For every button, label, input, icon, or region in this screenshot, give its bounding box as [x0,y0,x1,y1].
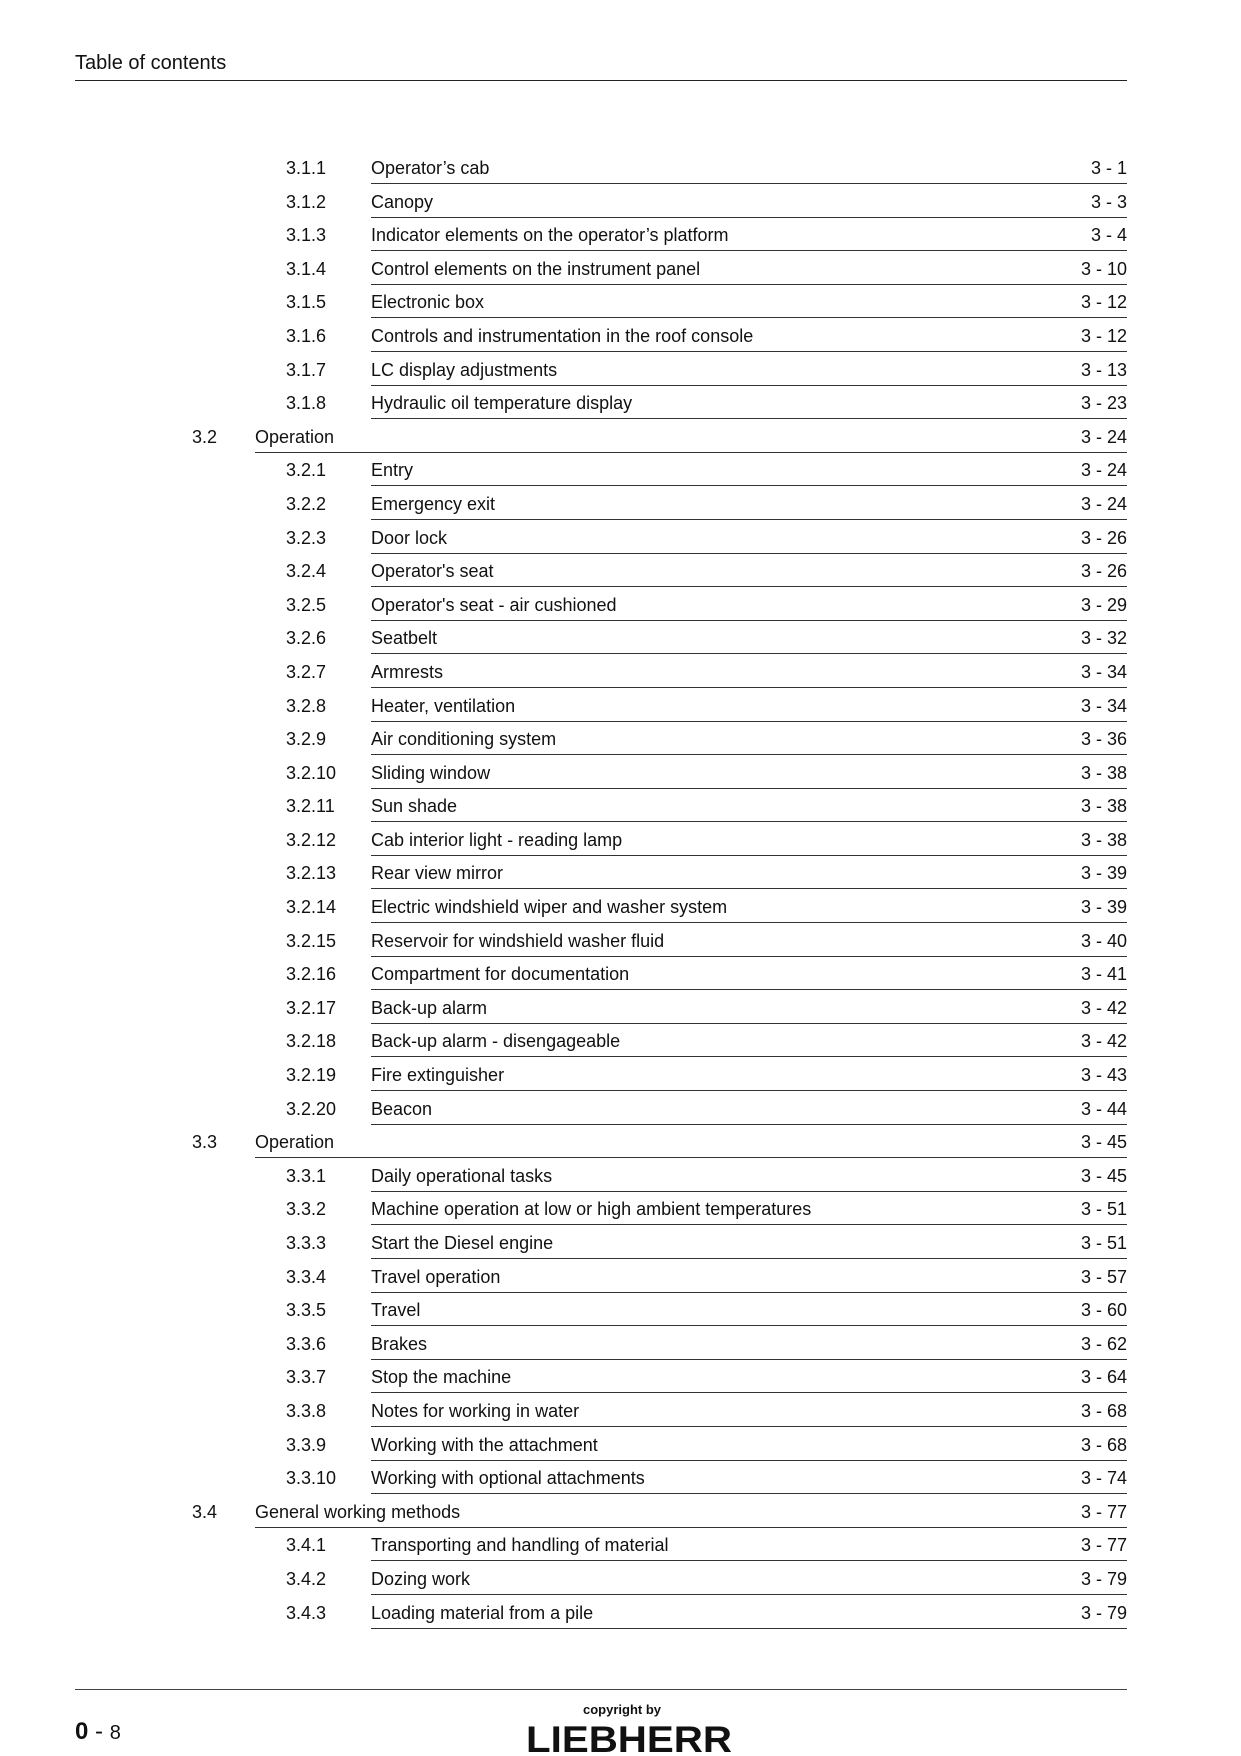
toc-number: 3.3.2 [286,1199,327,1220]
toc-entry [255,1496,1127,1528]
toc-page: 3 - 38 [1080,762,1127,783]
toc-entry [371,757,1127,789]
toc-number: 3.1.7 [286,359,327,380]
toc-section-row[interactable] [0,1496,1241,1530]
toc-row[interactable] [0,387,1241,421]
toc-title: Entry [371,460,414,481]
toc-entry [371,824,1127,856]
toc-page: 3 - 38 [1080,829,1127,850]
toc-number: 3.3.10 [286,1468,337,1489]
toc-title: Back-up alarm - disengageable [371,1031,621,1052]
toc-title: Seatbelt [371,628,438,649]
toc-row[interactable] [0,925,1241,959]
toc-title: Working with the attachment [371,1434,598,1455]
toc-page: 3 - 26 [1080,527,1127,548]
toc-row[interactable] [0,354,1241,388]
toc-number: 3.2.17 [286,997,337,1018]
toc-title: Electronic box [371,292,485,313]
toc-row[interactable] [0,690,1241,724]
toc-number: 3.3.4 [286,1266,327,1287]
toc-number: 3.1.4 [286,258,327,279]
toc-page: 3 - 64 [1080,1367,1127,1388]
toc-entry [371,958,1127,990]
toc-page: 3 - 24 [1080,460,1127,481]
toc-number: 3.1.8 [286,393,327,414]
toc-title: Cab interior light - reading lamp [371,829,623,850]
page-header [75,50,1127,81]
toc-section-row[interactable] [0,1126,1241,1160]
toc-number: 3.2.5 [286,594,327,615]
toc-row[interactable] [0,1395,1241,1429]
toc-entry [371,622,1127,654]
toc-page: 3 - 68 [1080,1434,1127,1455]
toc-title: Dozing work [371,1568,471,1589]
toc-row[interactable] [0,1361,1241,1395]
toc-row[interactable] [0,1025,1241,1059]
toc-entry [371,1328,1127,1360]
toc-title: Back-up alarm [371,997,488,1018]
toc-entry [371,589,1127,621]
toc-entry [371,1529,1127,1561]
toc-number: 3.2.15 [286,930,337,951]
toc-row[interactable] [0,219,1241,253]
toc-page: 3 - 74 [1080,1468,1127,1489]
toc-entry [371,1227,1127,1259]
toc-row[interactable] [0,1059,1241,1093]
toc-title: Canopy [371,191,434,212]
toc-title: Sun shade [371,796,458,817]
toc-row[interactable] [0,286,1241,320]
toc-page: 3 - 77 [1080,1535,1127,1556]
toc-entry [371,1563,1127,1595]
toc-title: Machine operation at low or high ambient temperatures [371,1199,812,1220]
toc-row[interactable] [0,253,1241,287]
toc-entry [371,857,1127,889]
toc-row[interactable] [0,1597,1241,1631]
copyright-text: copyright by [583,1702,662,1717]
toc-page: 3 - 68 [1080,1400,1127,1421]
toc-title: Controls and instrumentation in the roof console [371,325,754,346]
toc-page: 3 - 60 [1080,1300,1127,1321]
toc-entry [371,320,1127,352]
toc-title: Door lock [371,527,448,548]
toc-page: 3 - 26 [1080,561,1127,582]
toc-page: 3 - 41 [1080,964,1127,985]
toc-number: 3.4.2 [286,1568,327,1589]
toc-number: 3.3.3 [286,1233,327,1253]
toc-title: Beacon [371,1098,433,1119]
toc-entry [371,286,1127,318]
toc-row[interactable] [0,891,1241,925]
toc-entry [371,387,1127,419]
toc-number: 3.2.9 [286,729,327,750]
page-header-title: Table of contents [75,52,227,74]
toc-title: Operation [255,1132,335,1153]
toc-page: 3 - 36 [1080,729,1127,750]
toc-title: Sliding window [371,762,491,783]
toc-entry [371,555,1127,587]
toc-row[interactable] [0,1429,1241,1463]
toc-title: Travel operation [371,1266,501,1287]
toc-entry [371,690,1127,722]
toc-number: 3.2.10 [286,762,337,783]
toc-entry [371,1361,1127,1393]
toc-number: 3.2.16 [286,964,337,985]
toc-number: 3.3.6 [286,1333,327,1354]
toc-page: 3 - 34 [1080,661,1127,682]
page-number-chapter: 0 [75,1718,89,1745]
toc-entry [371,1193,1127,1225]
toc-title: Rear view mirror [371,863,504,884]
toc-row[interactable] [0,1328,1241,1362]
toc-entry [371,891,1127,923]
toc-title: Compartment for documentation [371,964,630,985]
toc-number: 3.4.3 [286,1602,327,1623]
toc-entry [371,925,1127,957]
toc-page: 3 - 79 [1080,1568,1127,1589]
toc-entry [371,186,1127,218]
toc-page: 3 - 42 [1080,997,1127,1018]
toc-page: 3 - 44 [1080,1098,1127,1119]
toc-row[interactable] [0,522,1241,556]
toc-entry [371,454,1127,486]
toc-number: 3.4.1 [286,1535,327,1556]
toc-title: Notes for working in water [371,1400,580,1421]
toc-entry [371,1025,1127,1057]
toc-title: Electric windshield wiper and washer system [371,897,728,918]
toc-page: 3 - 62 [1080,1333,1127,1354]
toc-row[interactable] [0,1529,1241,1563]
toc-row[interactable] [0,1294,1241,1328]
toc-number: 3.2.19 [286,1065,337,1086]
toc-number: 3.2.12 [286,829,337,850]
toc-entry [371,488,1127,520]
toc-title: LC display adjustments [371,359,558,380]
toc-number: 3.2 [192,426,218,447]
toc-number: 3.1.6 [286,325,327,346]
toc-number: 3.2.18 [286,1031,337,1052]
toc-title: Stop the machine [371,1367,512,1388]
toc-title: Operator's seat - air cushioned [371,594,617,615]
toc-title: Control elements on the instrument panel [371,258,701,279]
toc-entry [371,1429,1127,1461]
toc-title: Operation [255,426,335,447]
toc-entry [371,1261,1127,1293]
toc-page: 3 - 38 [1080,796,1127,817]
toc-page: 3 - 77 [1080,1501,1127,1522]
toc-page: 3 - 4 [1090,225,1127,246]
toc-entry [371,1462,1127,1494]
toc-entry [371,354,1127,386]
toc-entry [371,790,1127,822]
toc-row[interactable] [0,723,1241,757]
toc-row[interactable] [0,589,1241,623]
toc-row[interactable] [0,1462,1241,1496]
toc-entry [371,1294,1127,1326]
toc-page: 3 - 12 [1080,292,1127,313]
toc-row[interactable] [0,1093,1241,1127]
toc-row[interactable] [0,757,1241,791]
toc-title: General working methods [255,1501,461,1522]
toc-page: 3 - 12 [1080,325,1127,346]
toc-entry [371,522,1127,554]
toc-page: 3 - 34 [1080,695,1127,716]
liebherr-logo-text: LIEBHERR [526,1722,732,1756]
toc-title: Transporting and handling of material [371,1535,669,1556]
toc-title: Daily operational tasks [371,1165,553,1186]
toc-number: 3.1.1 [286,158,327,178]
toc-entry [371,723,1127,755]
toc-number: 3.1.3 [286,225,327,246]
toc-row[interactable] [0,992,1241,1026]
toc-number: 3.3 [192,1132,218,1153]
toc-section-row[interactable] [0,421,1241,455]
toc-page: 3 - 45 [1080,1132,1127,1153]
toc-entry [371,253,1127,285]
page-number [75,1718,121,1746]
toc-row[interactable] [0,857,1241,891]
toc-entry [371,1597,1127,1629]
toc-number: 3.2.6 [286,628,327,649]
page-number-separator: - [88,1718,110,1745]
toc-number: 3.2.14 [286,897,337,918]
toc-page: 3 - 23 [1080,393,1127,414]
toc-number: 3.2.2 [286,493,327,514]
toc-page: 3 - 51 [1080,1199,1127,1220]
toc-entry [371,1093,1127,1125]
toc-number: 3.3.5 [286,1300,327,1321]
page-number-sub: 8 [109,1722,121,1744]
toc-row[interactable] [0,152,1241,186]
toc-number: 3.3.1 [286,1165,327,1186]
toc-page: 3 - 39 [1080,897,1127,918]
footer-rule [75,1689,1127,1690]
toc-page: 3 - 43 [1080,1065,1127,1086]
toc-page: 3 - 24 [1080,493,1127,514]
toc-page: 3 - 40 [1080,930,1127,951]
toc-title: Fire extinguisher [371,1065,505,1086]
toc-page: 3 - 39 [1080,863,1127,884]
toc-title: Armrests [371,661,443,682]
toc-row[interactable] [0,186,1241,220]
toc-page: 3 - 3 [1090,191,1127,212]
toc-row[interactable] [0,320,1241,354]
toc-row[interactable] [0,824,1241,858]
toc-row[interactable] [0,1563,1241,1597]
toc-page: 3 - 32 [1080,628,1127,649]
toc-entry [371,152,1127,184]
toc-title: Hydraulic oil temperature display [371,393,633,414]
toc-number: 3.1.5 [286,292,327,313]
toc-title: Travel [371,1300,421,1321]
toc-number: 3.3.8 [286,1400,327,1421]
toc-title: Heater, ventilation [371,695,516,716]
toc-entry [371,1059,1127,1091]
toc-title: Emergency exit [371,493,496,514]
toc-number: 3.3.7 [286,1367,327,1388]
toc-number: 3.2.8 [286,695,327,716]
toc-title: Reservoir for windshield washer fluid [371,930,665,951]
toc-row[interactable] [0,790,1241,824]
toc-title: Brakes [371,1333,428,1354]
toc-entry [371,992,1127,1024]
toc-entry [371,1395,1127,1427]
toc-entry [255,421,1127,453]
toc-number: 3.2.4 [286,561,327,582]
toc-page: 3 - 13 [1080,359,1127,380]
toc-page: 3 - 79 [1080,1602,1127,1623]
toc-number: 3.2.13 [286,863,337,884]
toc-row[interactable] [0,555,1241,589]
toc-page: 3 - 24 [1080,426,1127,447]
toc-row[interactable] [0,488,1241,522]
toc-row[interactable] [0,958,1241,992]
toc-entry [255,1126,1127,1158]
toc-number: 3.3.9 [286,1434,327,1455]
toc-row[interactable] [0,1227,1241,1261]
toc-page: 3 - 51 [1080,1233,1127,1253]
toc-title: Operator's seat [371,561,494,582]
toc-row[interactable] [0,454,1241,488]
toc-number: 3.2.20 [286,1098,337,1119]
toc-page: 3 - 10 [1080,258,1127,279]
toc-title: Operator’s cab [371,158,490,178]
toc-title: Working with optional attachments [371,1468,645,1489]
toc-row[interactable] [0,1193,1241,1227]
toc-title: Start the Diesel engine [371,1233,554,1253]
toc-page: 3 - 45 [1080,1165,1127,1186]
toc-title: Loading material from a pile [371,1602,594,1623]
toc-page: 3 - 57 [1080,1266,1127,1287]
toc-page: 3 - 29 [1080,594,1127,615]
toc-entry [371,656,1127,688]
toc-number: 3.1.2 [286,191,327,212]
toc-row[interactable] [0,1160,1241,1194]
toc-title: Indicator elements on the operator’s platform [371,225,729,246]
toc-entry [371,219,1127,251]
toc-number: 3.2.7 [286,661,327,682]
toc-number: 3.4 [192,1501,218,1522]
liebherr-logo [522,1722,736,1756]
toc-title: Air conditioning system [371,729,557,750]
toc-number: 3.2.3 [286,527,327,548]
table-of-contents [0,152,1241,1630]
toc-row[interactable] [0,622,1241,656]
toc-row[interactable] [0,1261,1241,1295]
toc-row[interactable] [0,656,1241,690]
toc-page: 3 - 1 [1090,158,1127,178]
toc-number: 3.2.1 [286,460,327,481]
toc-page: 3 - 42 [1080,1031,1127,1052]
toc-number: 3.2.11 [286,796,335,817]
toc-entry [371,1160,1127,1192]
